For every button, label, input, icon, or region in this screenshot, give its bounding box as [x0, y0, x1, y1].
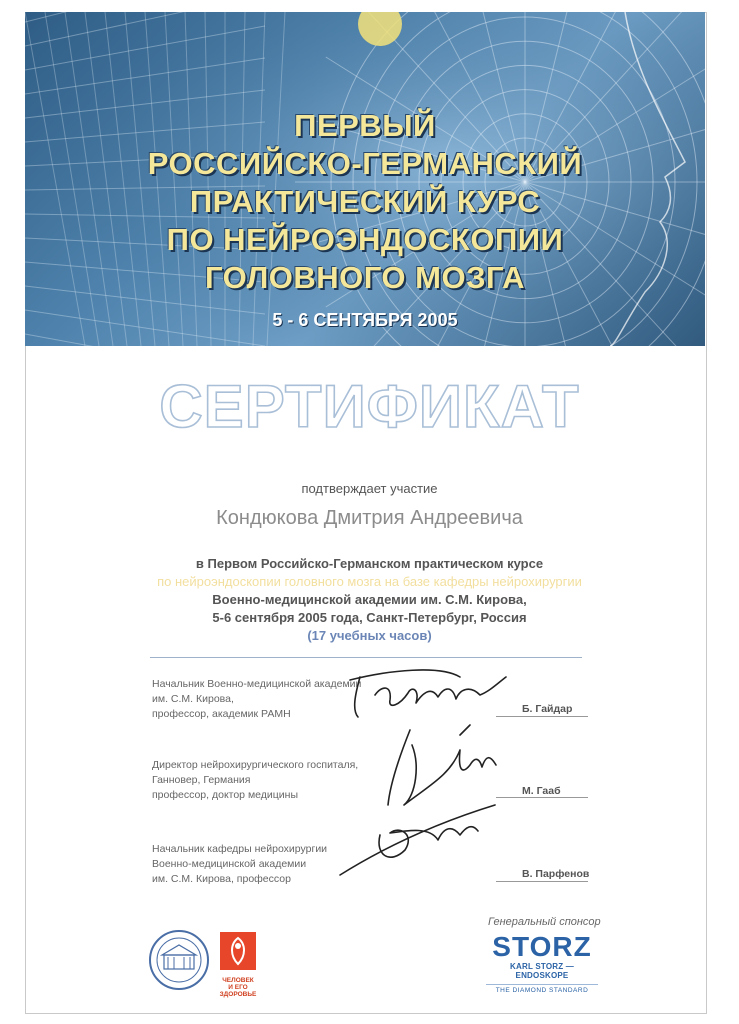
confirms-participation: подтверждает участие — [301, 481, 438, 496]
recipient-name: Кондюкова Дмитрия Андреевича — [216, 507, 523, 529]
course-title-line: РОССИЙСКО-ГЕРМАНСКИЙ — [147, 146, 583, 181]
title-line: Военно-медицинской академии — [152, 858, 307, 870]
description-line: по нейроэндоскопии головного мозга на базе кафедры нейрохирургии — [157, 574, 582, 589]
description-line: 5-6 сентября 2005 года, Санкт-Петербург, Россия — [212, 610, 527, 625]
header-banner — [25, 12, 705, 346]
signature-gaidar — [350, 670, 506, 717]
study-hours: (17 учебных часов) — [307, 628, 432, 643]
health-text-line: ЗДОРОВЬЕ — [219, 991, 257, 998]
course-title-line: ПЕРВЫЙ — [294, 108, 436, 143]
health-logo — [218, 932, 258, 998]
title-line: Директор нейрохирургического госпиталя, — [152, 759, 359, 771]
title-line: профессор, академик РАМН — [152, 708, 291, 720]
health-logo-text — [218, 977, 258, 998]
storz-subtitle: KARL STORZ — ENDOSKOPE — [510, 962, 574, 980]
signatory-1-name: Б. Гайдар — [522, 703, 573, 715]
title-line: им. С.М. Кирова, профессор — [152, 873, 291, 885]
title-line: профессор, доктор медицины — [152, 789, 298, 801]
signatory-2-name: М. Гааб — [522, 785, 561, 797]
course-title-line: ГОЛОВНОГО МОЗГА — [204, 260, 525, 295]
signatory-3-title — [152, 842, 327, 887]
sponsor-label: Генеральный спонсор — [488, 916, 601, 928]
title-line: им. С.М. Кирова, — [152, 693, 234, 705]
title-line: Начальник Военно-медицинской академии — [152, 678, 362, 690]
course-title-line: ПО НЕЙРОЭНДОСКОПИИ — [166, 222, 564, 257]
title-line: Начальник кафедры нейрохирургии — [152, 843, 328, 855]
storz-tagline: THE DIAMOND STANDARD — [486, 984, 598, 994]
signature-parfenov — [340, 805, 495, 875]
health-text-line: И ЕГО — [228, 984, 248, 991]
signatory-3-name: В. Парфенов — [522, 868, 590, 880]
course-description — [0, 555, 739, 645]
description-line: в Первом Российско-Германском практическом курсе — [195, 556, 544, 571]
storz-logo — [486, 932, 598, 994]
health-text-line: ЧЕЛОВЕК — [222, 977, 254, 984]
title-line: Ганновер, Германия — [152, 774, 251, 786]
signature-gaab — [388, 725, 496, 805]
handwritten-signatures — [320, 655, 520, 885]
health-logo-icon — [218, 932, 258, 972]
description-line: Военно-медицинской академии им. С.М. Кирова, — [212, 592, 527, 607]
certificate-heading: СЕРТИФИКАТ — [159, 373, 580, 440]
academy-seal-logo — [146, 929, 212, 991]
course-dates: 5 - 6 СЕНТЯБРЯ 2005 — [272, 310, 458, 330]
storz-wordmark: STORZ — [492, 931, 592, 962]
course-title — [25, 107, 705, 297]
course-title-line: ПРАКТИЧЕСКИЙ КУРС — [189, 184, 541, 219]
